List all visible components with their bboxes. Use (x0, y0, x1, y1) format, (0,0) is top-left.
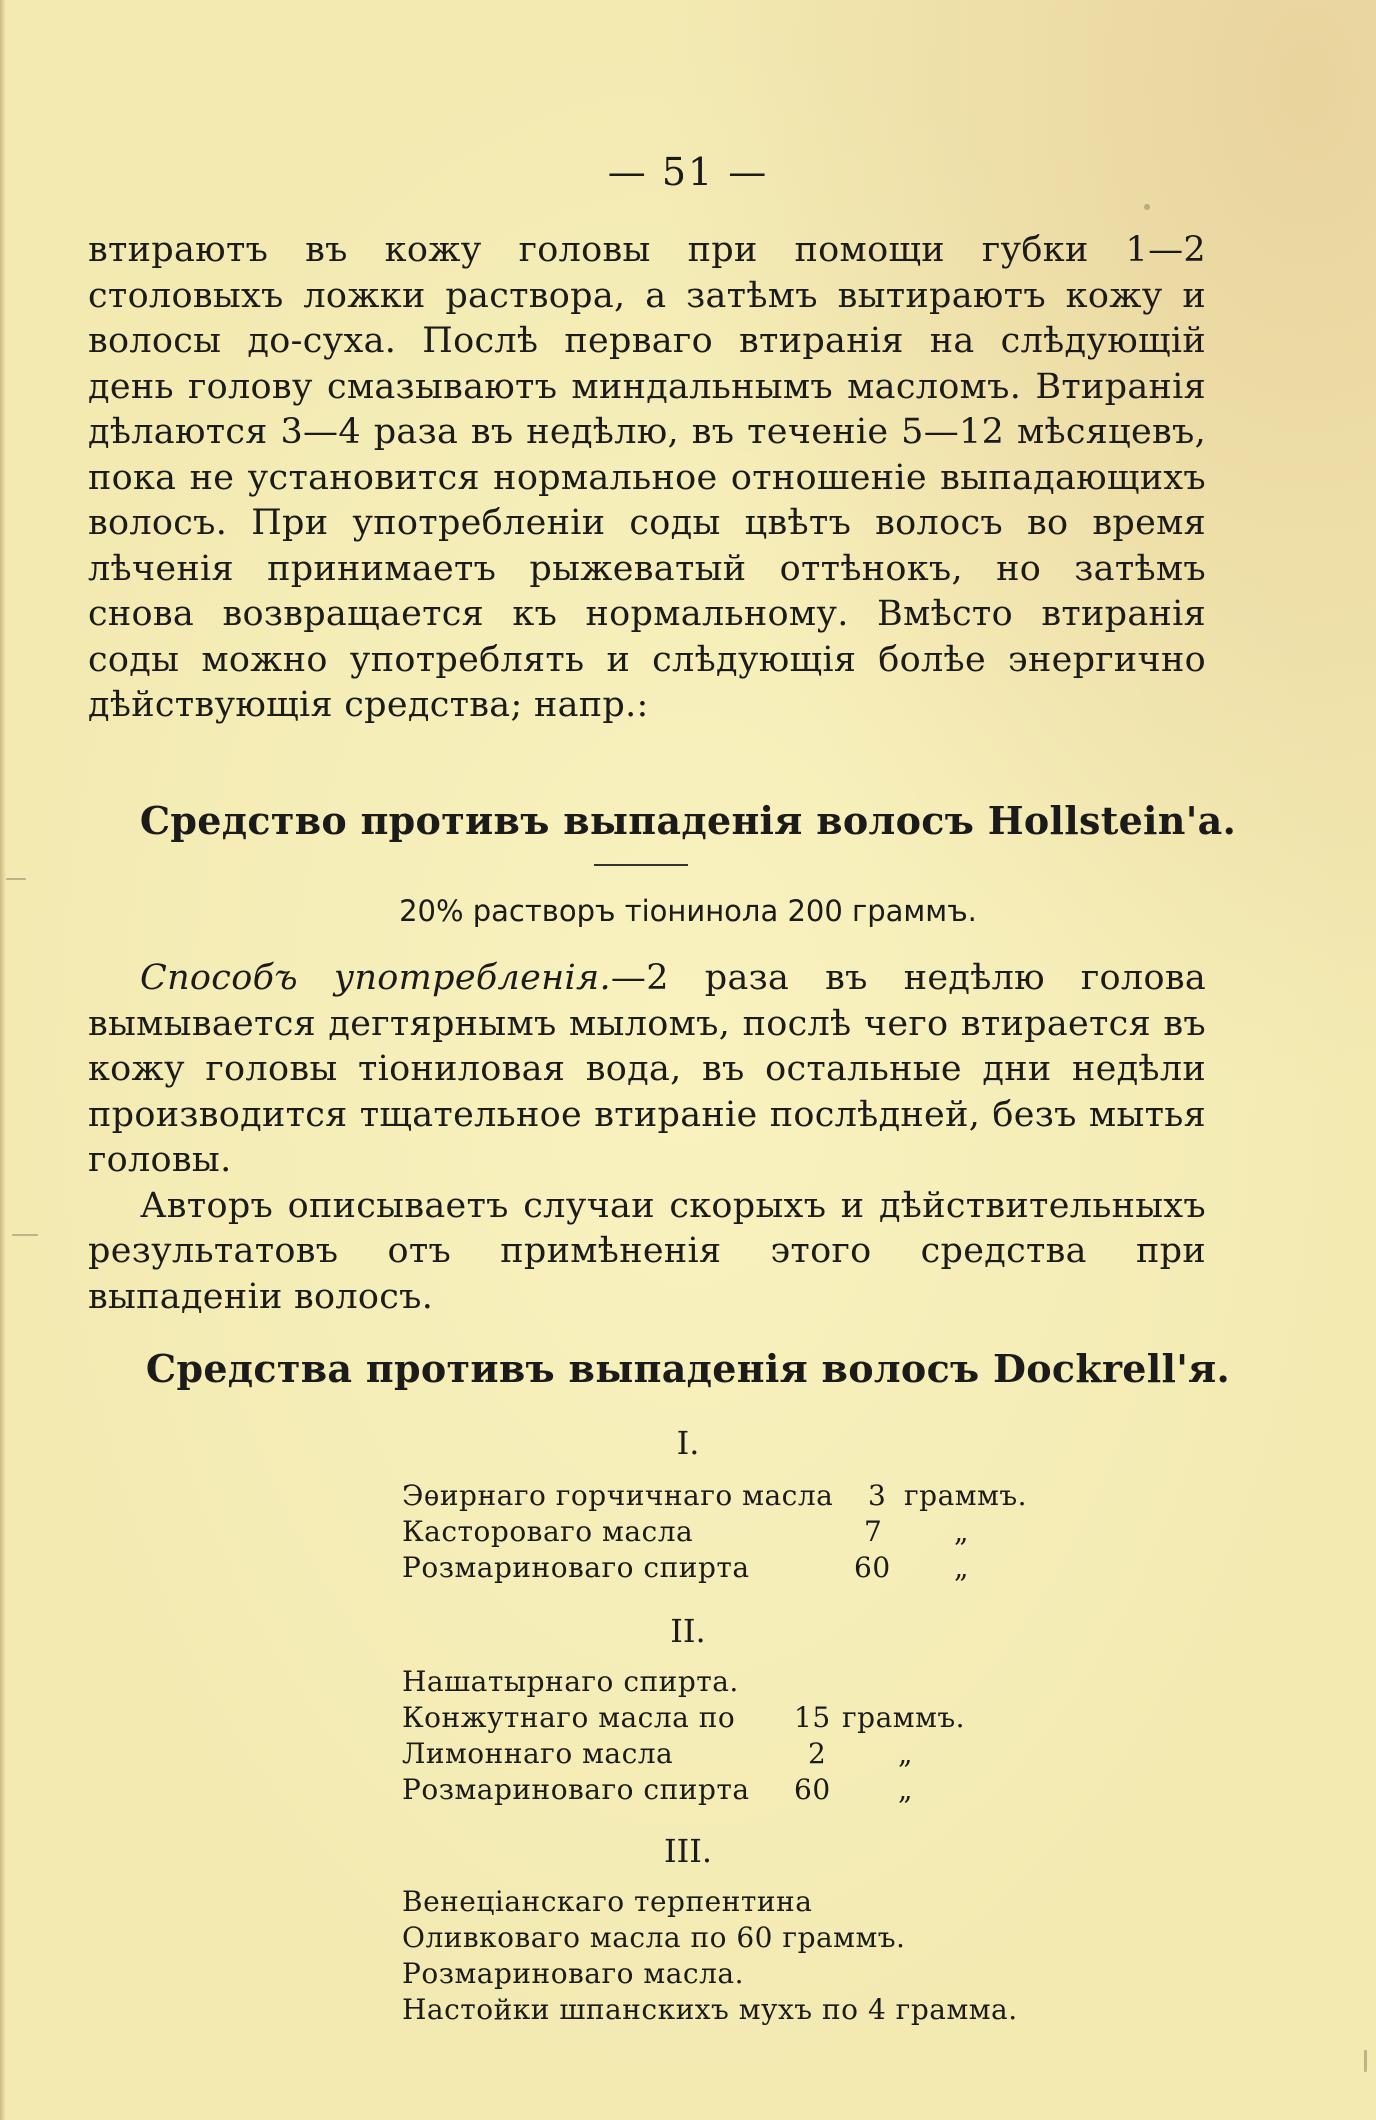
ingredient-unit: граммъ. (904, 1479, 1028, 1512)
formula-line (0, 894, 1376, 928)
recipe-3 (402, 1884, 1018, 2028)
formula-text: 20% растворъ тіонинола 200 граммъ. (399, 894, 977, 928)
ingredient-qty: 15 (794, 1701, 831, 1734)
heading-hollstein-remedy: Средство противъ выпаденія волосъ Hollstein'a. (139, 798, 1237, 843)
paragraph-intro: втираютъ въ кожу головы при помощи губки 1—2 столовыхъ ложки раствора, а затѣмъ вытираютъ кожу и волосы до-суха. Послѣ перваго втиранія на слѣдующій день голову смазываютъ миндальнымъ масломъ. Втиранія дѣлаются 3—4 раза въ недѣлю, въ теченіе 5—12 мѣсяцевъ, пока не установится нормальное отношеніе выпадающихъ волосъ. При употребленіи соды цвѣтъ волосъ во время лѣченія принимаетъ рыжеватый оттѣнокъ, но затѣмъ снова возвращается къ нормальному. Вмѣсто втиранія соды можно употреблять и слѣдующія болѣе энергично дѣйствующія средства; напр.: (88, 230, 1206, 725)
ingredient-unit: граммъ. (842, 1701, 966, 1734)
recipe-numeral-1: I. (676, 1424, 700, 1462)
ingredient-unit: „ (954, 1551, 970, 1584)
recipe-line (402, 1700, 966, 1736)
ingredient-unit: „ (954, 1515, 970, 1548)
usage-text: —2 раза въ недѣлю голова вымывается дегтярнымъ мыломъ, послѣ чего втирается въ кожу головы тіониловая вода, въ остальные дни недѣли производится тщательное втираніе послѣдней, безъ мытья головы. (88, 958, 1207, 1180)
divider-rule (594, 864, 688, 866)
paragraph-usage (88, 956, 1206, 1320)
page-edge (0, 0, 6, 2120)
recipe-line (402, 1956, 1018, 1992)
ingredient-qty: 2 (808, 1737, 827, 1770)
ingredient-name: Венеціанскаго терпентина (402, 1885, 813, 1918)
paragraph-author: Авторъ описываетъ случаи скорыхъ и дѣйствительныхъ результатовъ отъ примѣненія этого средства при выпаденіи волосъ. (88, 1185, 1206, 1317)
ingredient-name: Нашатырнаго спирта. (402, 1665, 739, 1698)
recipe-line (402, 1664, 750, 1700)
ingredient-name: Эѳирнаго горчичнаго масла (402, 1479, 834, 1512)
recipe-line (402, 1772, 914, 1808)
recipe-line (402, 1550, 970, 1586)
recipe-numeral-3: III. (663, 1832, 713, 1870)
paper-speck (1144, 204, 1150, 210)
ingredient-name: Настойки шпанскихъ мухъ по 4 грамма. (402, 1993, 1018, 2026)
ingredient-qty: 60 (794, 1773, 831, 1806)
usage-lead: Способъ употребленія. (140, 958, 611, 998)
paper-mark (1364, 2050, 1367, 2072)
ingredient-unit: „ (898, 1737, 914, 1770)
ingredient-name: Лимоннаго масла (402, 1737, 674, 1770)
recipe-line (402, 1884, 1018, 1920)
ingredient-name: Розмариноваго спирта (402, 1551, 750, 1584)
recipe-line (402, 1920, 1018, 1956)
heading-dockrell-remedies: Средства противъ выпаденія волосъ Dockrell'я. (145, 1346, 1231, 1391)
paper-mark (6, 878, 26, 880)
ingredient-unit: „ (898, 1773, 914, 1806)
ingredient-name: Розмариноваго масла. (402, 1957, 744, 1990)
page-number: — 51 — (607, 150, 769, 194)
ingredient-name: Оливковаго масла по 60 граммъ. (402, 1921, 906, 1954)
recipe-numeral-2: II. (670, 1612, 706, 1650)
paper-mark (12, 1234, 38, 1236)
ingredient-qty: 60 (854, 1551, 891, 1584)
ingredient-name: Розмариноваго спирта (402, 1773, 750, 1806)
recipe-1 (402, 1478, 1028, 1586)
recipe-line (402, 1736, 914, 1772)
ingredient-name: Касторовaго масла (402, 1515, 694, 1548)
recipe-line (402, 1514, 970, 1550)
ingredient-name: Конжутнаго масла по (402, 1701, 736, 1734)
ingredient-qty: 3 (868, 1479, 887, 1512)
recipe-line (402, 1992, 1018, 2028)
recipe-2 (402, 1664, 966, 1808)
ingredient-qty: 7 (864, 1515, 883, 1548)
recipe-line (402, 1478, 1028, 1514)
